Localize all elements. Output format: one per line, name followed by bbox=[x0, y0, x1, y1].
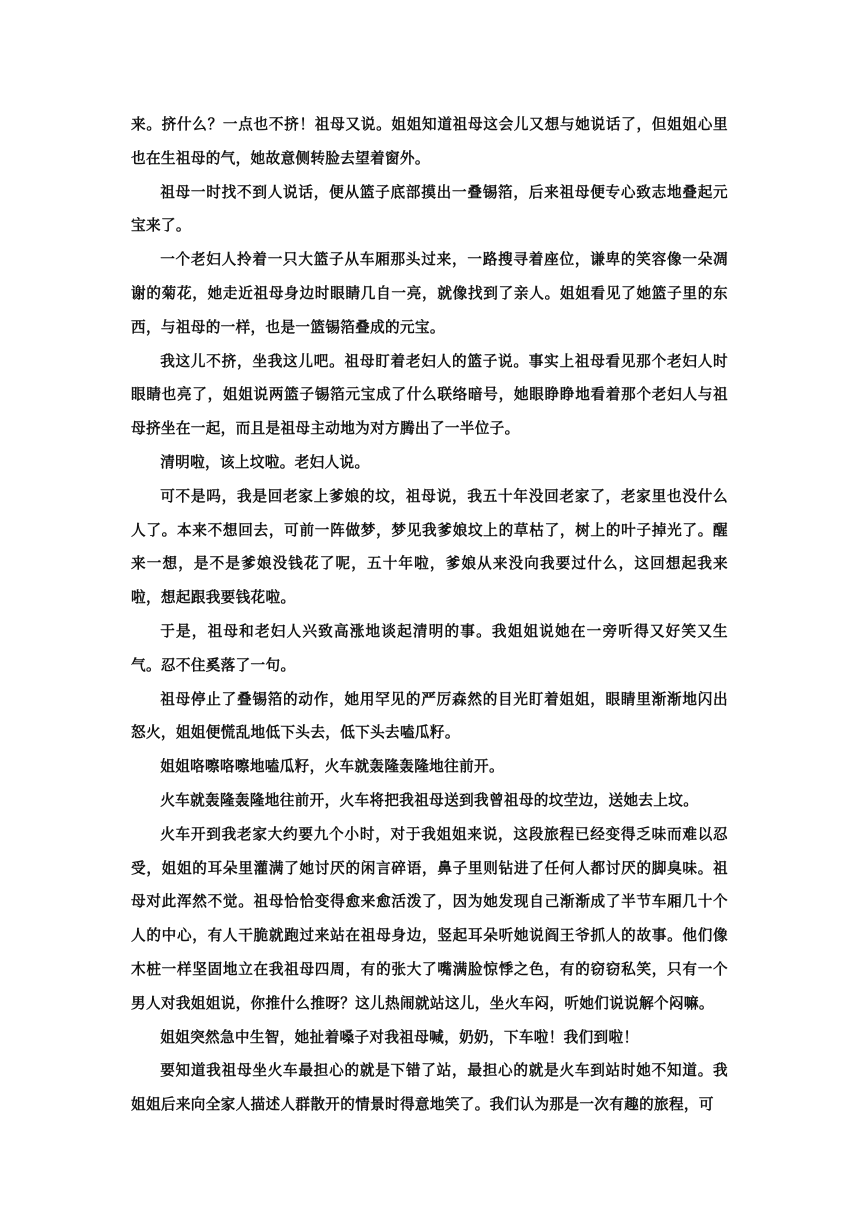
paragraph: 祖母停止了叠锡箔的动作，她用罕见的严厉森然的目光盯着姐姐，眼睛里渐渐地闪出怒火，姐姐便慌乱地低下头去，低下头去嗑瓜籽。 bbox=[131, 690, 728, 742]
body-text bbox=[131, 108, 728, 1122]
paragraph: 姐姐突然急中生智，她扯着嗓子对我祖母喊，奶奶，下车啦！我们到啦！ bbox=[160, 1028, 639, 1046]
paragraph: 火车开到我老家大约要九个小时，对于我姐姐来说，这段旅程已经变得乏味而难以忍受，姐姐的耳朵里灌满了她讨厌的闲言碎语，鼻子里则钻进了任何人都讨厌的脚臭味。祖母对此浑然不觉。祖母恰恰变得愈来愈活泼了，因为她发现自己渐渐成了半节车厢几十个人的中心，有人干脆就跑过来站在祖母身边，竖起耳朵听她说阎王爷抓人的故事。他们像木桩一样坚固地立在我祖母四周，有的张大了嘴满脸惊悸之色，有的窃窃私笑，只有一个男人对我姐姐说，你推什么推呀？这儿热闹就站这儿，坐火车闷，听她们说说解个闷嘛。 bbox=[131, 825, 728, 1012]
paragraph: 清明啦，该上坟啦。老妇人说。 bbox=[160, 453, 370, 471]
paragraph: 要知道我祖母坐火车最担心的就是下错了站，最担心的就是火车到站时她不知道。我姐姐后来向全家人描述人群散开的情景时得意地笑了。我们认为那是一次有趣的旅程，可 bbox=[131, 1062, 728, 1114]
paragraph: 姐姐咯嚓咯嚓地嗑瓜籽，火车就轰隆轰隆地往前开。 bbox=[160, 758, 504, 776]
paragraph: 我这儿不挤，坐我这儿吧。祖母盯着老妇人的篮子说。事实上祖母看见那个老妇人时眼睛也亮了，姐姐说两篮子锡箔元宝成了什么联络暗号，她眼睁睁地看着那个老妇人与祖母挤坐在一起，而且是祖母主动地为对方腾出了一半位子。 bbox=[131, 352, 728, 438]
paragraph: 祖母一时找不到人说话，便从篮子底部摸出一叠锡箔，后来祖母便专心致志地叠起元宝来了。 bbox=[131, 183, 728, 235]
paragraph: 火车就轰隆轰隆地往前开，火车将把我祖母送到我曾祖母的坟茔边，送她去上坟。 bbox=[160, 791, 699, 809]
paragraph: 可不是吗，我是回老家上爹娘的坟，祖母说，我五十年没回老家了，老家里也没什么人了。本来不想回去，可前一阵做梦，梦见我爹娘坟上的草枯了，树上的叶子掉光了。醒来一想，是不是爹娘没钱花了呢，五十年啦，爹娘从来没向我要过什么，这回想起我来啦，想起跟我要钱花啦。 bbox=[131, 487, 728, 607]
paragraph: 于是，祖母和老妇人兴致高涨地谈起清明的事。我姐姐说她在一旁听得又好笑又生气。忍不住奚落了一句。 bbox=[131, 622, 728, 674]
paragraph: 来。挤什么？一点也不挤！祖母又说。姐姐知道祖母这会儿又想与她说话了，但姐姐心里也在生祖母的气，她故意侧转脸去望着窗外。 bbox=[131, 116, 728, 167]
paragraph: 一个老妇人拎着一只大篮子从车厢那头过来，一路搜寻着座位，谦卑的笑容像一朵凋谢的菊花，她走近祖母身边时眼睛几自一亮，就像找到了亲人。姐姐看见了她篮子里的东西，与祖母的一样，也是一篮锡箔叠成的元宝。 bbox=[131, 251, 728, 336]
